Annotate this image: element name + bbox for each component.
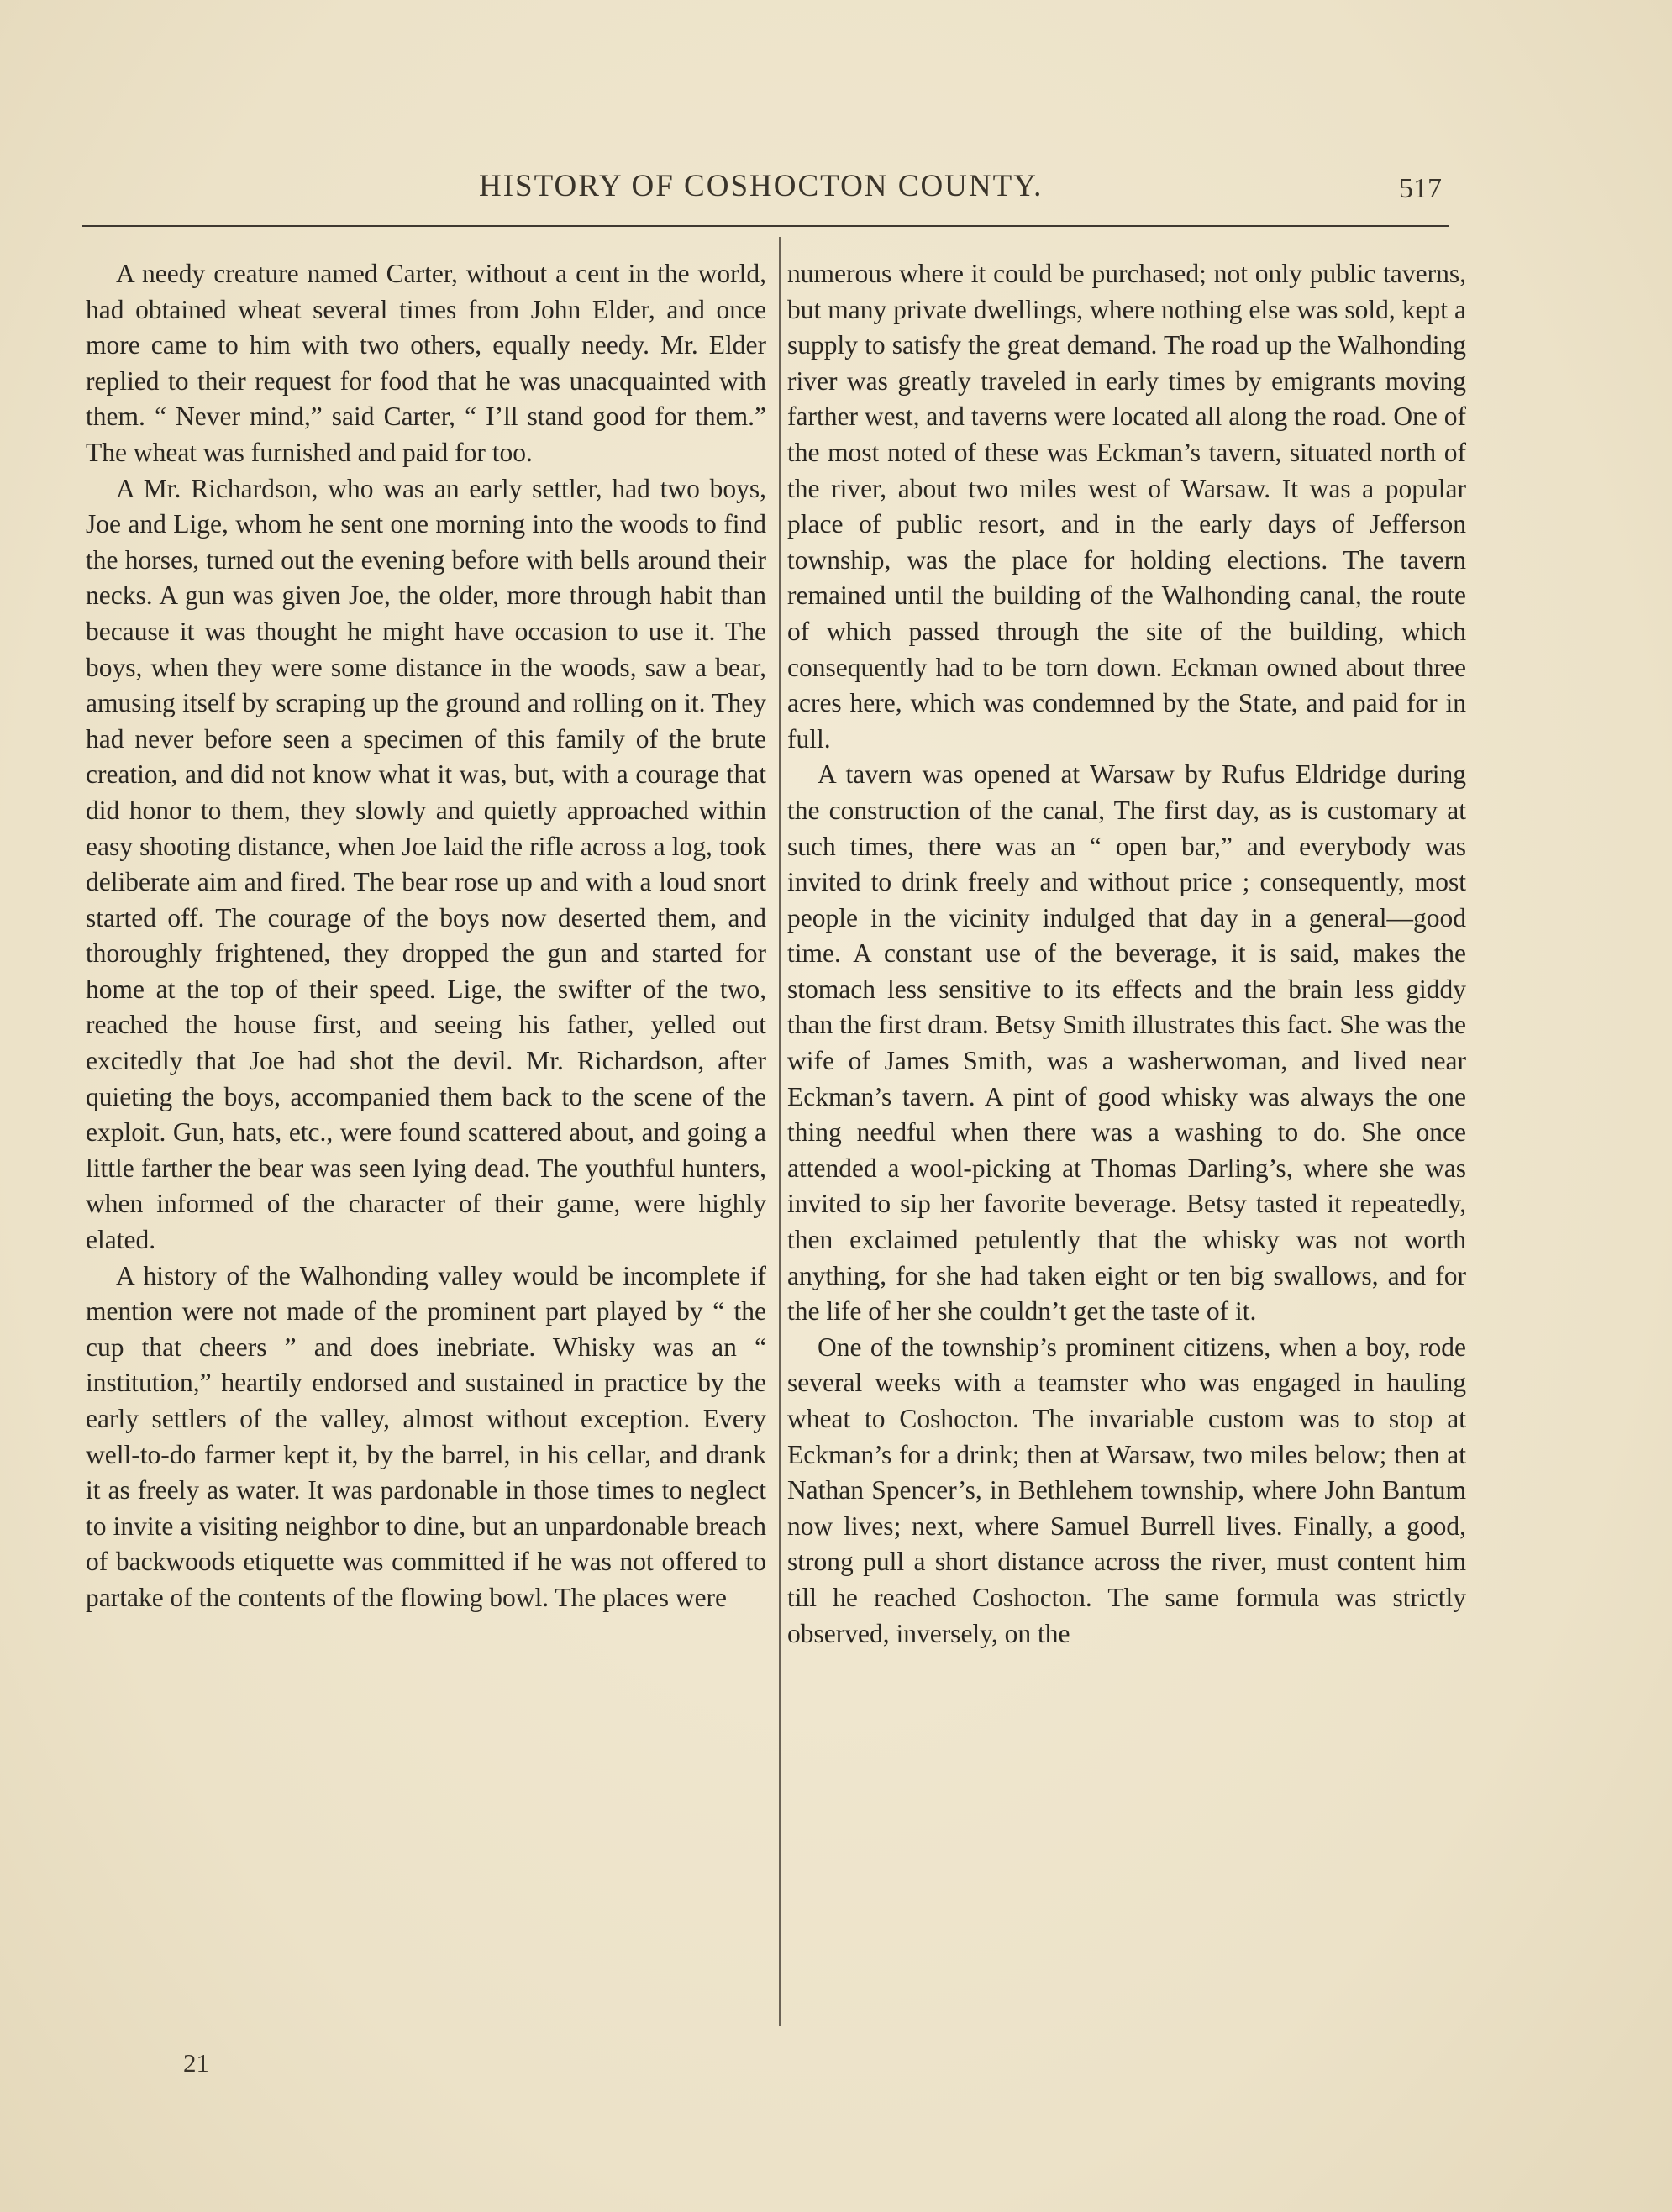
signature-mark: 21 bbox=[183, 2048, 209, 2078]
paragraph: numerous where it could be purchased; not only public taverns, but many private dwellings, where nothing else was sold, kept a supply to satisfy the great demand. The road up the Walhonding river was greatly traveled in early times by emigrants moving farther west, and taverns were located all along the road. One of the most noted of these was Eckman’s tavern, situated north of the river, about two miles west of Warsaw. It was a popular place of public resort, and in the early days of Jefferson township, was the place for holding elections. The tavern remained until the building of the Walhonding canal, the route of which passed through the site of the building, which consequently had to be torn down. Eckman owned about three acres here, which was condemned by the State, and paid for in full. bbox=[787, 259, 1466, 754]
header-rule bbox=[82, 225, 1449, 227]
paragraph: One of the township’s prominent citizens, when a boy, rode several weeks with a teamster who was engaged in hauling wheat to Coshocton. The invariable custom was to stop at Eckman’s for a drink; then at Warsaw, two miles below; then at Nathan Spencer’s, in Bethlehem township, where John Bantum now lives; next, where Samuel Burrell lives. Finally, a good, strong pull a short distance across the river, must content him till he reached Coshocton. The same formula was strictly observed, inversely, on the bbox=[787, 1332, 1466, 1648]
column-divider bbox=[779, 237, 781, 2026]
right-column bbox=[787, 256, 1466, 1652]
paragraph: A tavern was opened at Warsaw by Rufus Eldridge during the construction of the canal, The first day, as is customary at such times, there was an “ open bar,” and everybody was invited to drink freely and without price ; consequently, most people in the vicinity indulged that day in a general—good time. A constant use of the beverage, it is said, makes the stomach less sensitive to its effects and the brain less giddy than the first dram. Betsy Smith illustrates this fact. She was the wife of James Smith, was a washerwoman, and lived near Eckman’s tavern. A pint of good whisky was always the one thing needful when there was a washing to do. She once attended a wool-picking at Thomas Darling’s, where she was invited to sip her favorite beverage. Betsy tasted it repeatedly, then exclaimed petulently that the whisky was not worth anything, for she had taken eight or ten big swallows, and for the life of her she couldn’t get the taste of it. bbox=[787, 759, 1466, 1327]
page-title: HISTORY OF COSHOCTON COUNTY. bbox=[479, 169, 1044, 203]
paragraph: A needy creature named Carter, without a cent in the world, had obtained wheat several times from John Elder, and once more came to him with two others, equally needy. Mr. Elder replied to their request for food that he was unacquainted with them. “ Never mind,” said Carter, “ I’ll stand good for them.” The wheat was furnished and paid for too. bbox=[86, 259, 766, 467]
left-column bbox=[86, 256, 766, 1616]
page-number: 517 bbox=[1399, 173, 1442, 204]
paragraph: A Mr. Richardson, who was an early settler, had two boys, Joe and Lige, whom he sent one morning into the woods to find the horses, turned out the evening before with bells around their necks. A gun was given Joe, the older, more through habit than because it was thought he might have occasion to use it. The boys, when they were some distance in the woods, saw a bear, amusing itself by scraping up the ground and rolling on it. They had never before seen a specimen of this family of the brute creation, and did not know what it was, but, with a courage that did honor to them, they slowly and quietly approached within easy shooting distance, when Joe laid the rifle across a log, took deliberate aim and fired. The bear rose up and with a loud snort started off. The courage of the boys now deserted them, and thoroughly frightened, they dropped the gun and started for home at the top of their speed. Lige, the swifter of the two, reached the house first, and seeing his father, yelled out excitedly that Joe had shot the devil. Mr. Richardson, after quieting the boys, accompanied them back to the scene of the exploit. Gun, hats, etc., were found scattered about, and going a little farther the bear was seen lying dead. The youthful hunters, when informed of the character of their game, were highly elated. bbox=[86, 473, 766, 1255]
running-head bbox=[0, 168, 1672, 218]
paragraph: A history of the Walhonding valley would be incomplete if mention were not made of the prominent part played by “ the cup that cheers ” and does inebriate. Whisky was an “ institution,” heartily endorsed and sustained in practice by the early settlers of the valley, almost without exception. Every well-to-do farmer kept it, by the barrel, in his cellar, and drank it as freely as water. It was pardonable in those times to neglect to invite a visiting neighbor to dine, but an unpardonable breach of backwoods etiquette was committed if he was not offered to partake of the contents of the flowing bowl. The places were bbox=[86, 1260, 766, 1612]
